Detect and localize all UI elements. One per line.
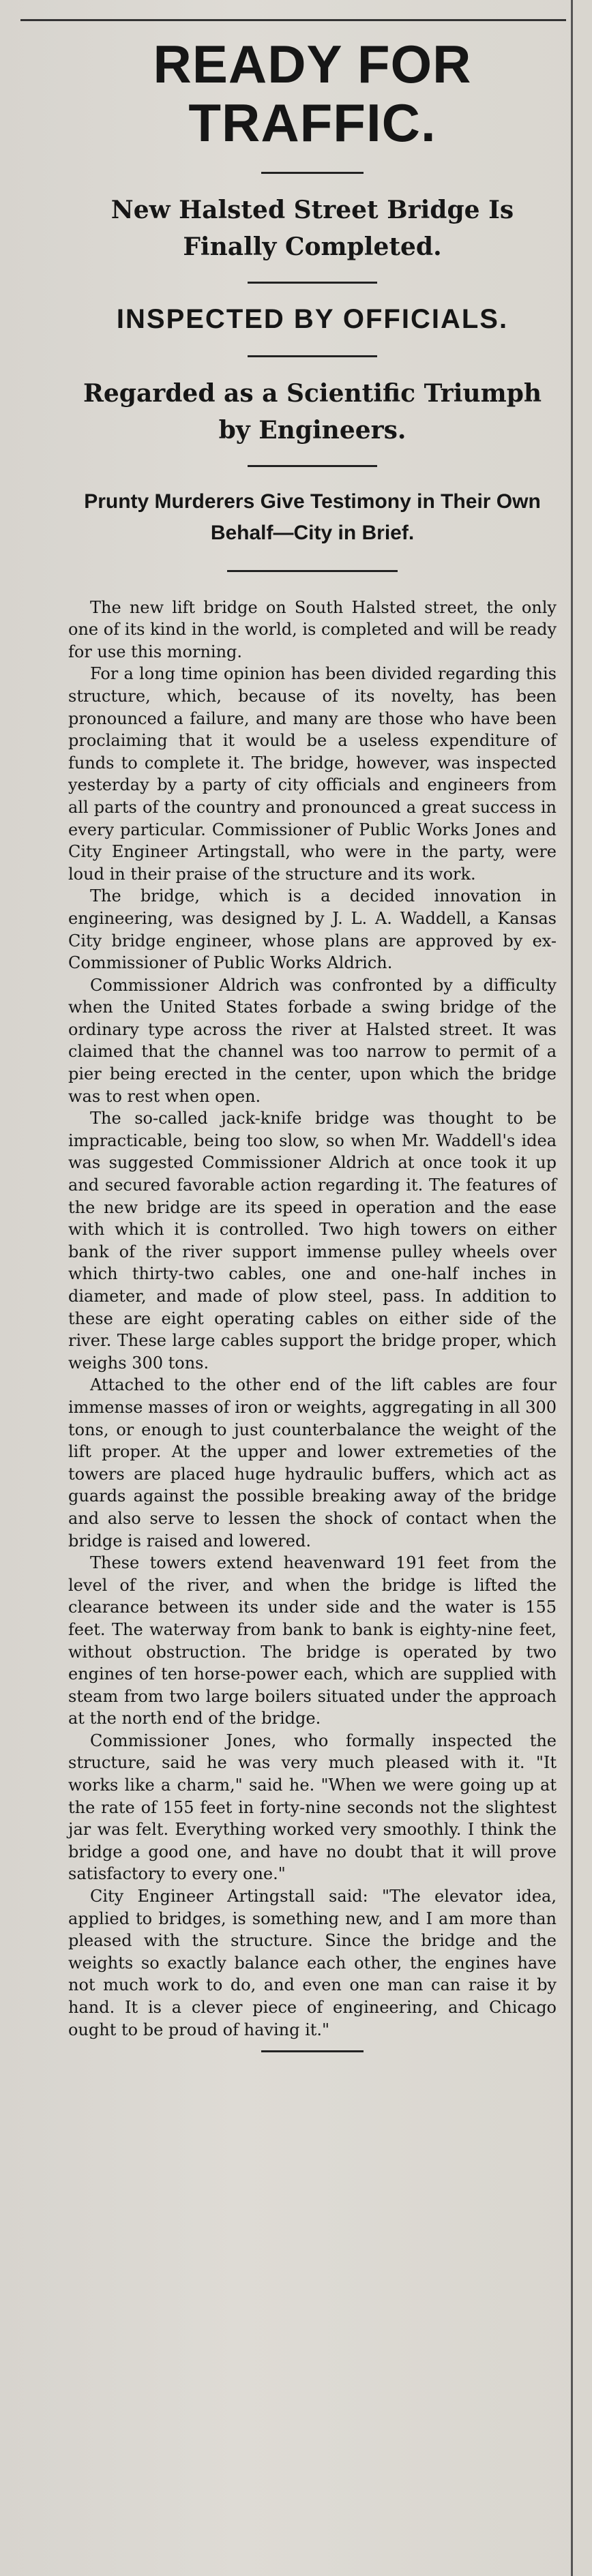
- paragraph: Commissioner Jones, who formally inspected the structure, said he was very much pleased with it. "It works like a charm," said he. "When we were going up at the rate of 155 feet in forty-nine seconds not the slightest jar was felt. Everything worked very smoothly. I think the bridge a good one, and have no doubt that it will prove satisfactory to every one.": [68, 1731, 557, 1884]
- deck-2: INSPECTED BY OFFICIALS.: [116, 303, 509, 334]
- separator: [248, 282, 377, 284]
- paragraph: The so-called jack-knife bridge was thought to be impracticable, being too slow, so when Mr. Waddell's idea was suggested Commissioner Aldrich at once took it up and secured favorable action regarding it. The features of the new bridge are its speed in operation and the ease with which it is controlled. Two high towers on either bank of the river support immense pulley wheels over which thirty-two cables, one and one-half inches in diameter, and made of plow steel, pass. In addition to these are eight operating cables on either side of the river. These large cables support the bridge proper, which weighs 300 tons.: [68, 1109, 557, 1373]
- deck-1: New Halsted Street Bridge Is Finally Completed.: [110, 195, 514, 261]
- paragraph: Commissioner Aldrich was confronted by a difficulty when the United States forbade a swing bridge of the ordinary type across the river at Halsted street. It was claimed that the channel was too narrow to permit of a pier being erected in the center, upon which the bridge was to rest when open.: [68, 975, 557, 1106]
- column-rule: [571, 0, 573, 2576]
- separator: [227, 570, 398, 572]
- paragraph: City Engineer Artingstall said: "The elevator idea, applied to bridges, is something new, and I am more than pleased with the structure. Since the bridge and the weights so exactly balance each other, the engines have not much work to do, and even one man can raise it by hand. It is a clever piece of engineering, and Chicago ought to be proud of having it.": [68, 1887, 557, 2039]
- paragraph: The bridge, which is a decided innovation in engineering, was designed by J. L. A. Waddell, a Kansas City bridge engineer, whose plans are approved by ex-Commissioner of Public Works Aldrich.: [68, 886, 557, 973]
- article-column: [68, 27, 557, 2052]
- article-body: [68, 597, 557, 2041]
- paragraph: The new lift bridge on South Halsted street, the only one of its kind in the world, is completed and will be ready for use this morning.: [68, 597, 557, 661]
- deck-3: Regarded as a Scientific Triumph by Engineers.: [83, 378, 542, 445]
- paragraph: Attached to the other end of the lift cables are four immense masses of iron or weights, aggregating in all 300 tons, or enough to just counterbalance the weight of the lift proper. At the upper and lower extremeties of the towers are placed huge hydraulic buffers, which act as guards against the possible breaking away of the bridge and also serve to lessen the shock of contact when the bridge is raised and lowered.: [68, 1375, 557, 1551]
- separator: [248, 465, 377, 467]
- paragraph: For a long time opinion has been divided regarding this structure, which, because of its novelty, has been pronounced a failure, and many are those who have been proclaiming that it would be a useless expenditure of funds to complete it. The bridge, however, was inspected yesterday by a party of city officials and engineers from all parts of the country and pronounced a great success in every particular. Commissioner of Public Works Jones and City Engineer Artingstall, who were in the party, were loud in their praise of the structure and its work.: [68, 664, 557, 884]
- top-rule: [20, 19, 566, 21]
- separator: [261, 172, 364, 174]
- separator: [248, 355, 377, 357]
- end-rule: [261, 2050, 364, 2052]
- paragraph: These towers extend heavenward 191 feet from the level of the river, and when the bridge is lifted the clearance between its under side and the water is 155 feet. The waterway from bank to bank is eighty-nine feet, without obstruction. The bridge is operated by two engines of ten horse-power each, which are supplied with steam from two large boilers situated under the approach at the north end of the bridge.: [68, 1553, 557, 1728]
- headline: READY FOR TRAFFIC.: [153, 34, 472, 153]
- deck-4: Prunty Murderers Give Testimony in Their Own Behalf—City in Brief.: [84, 490, 541, 545]
